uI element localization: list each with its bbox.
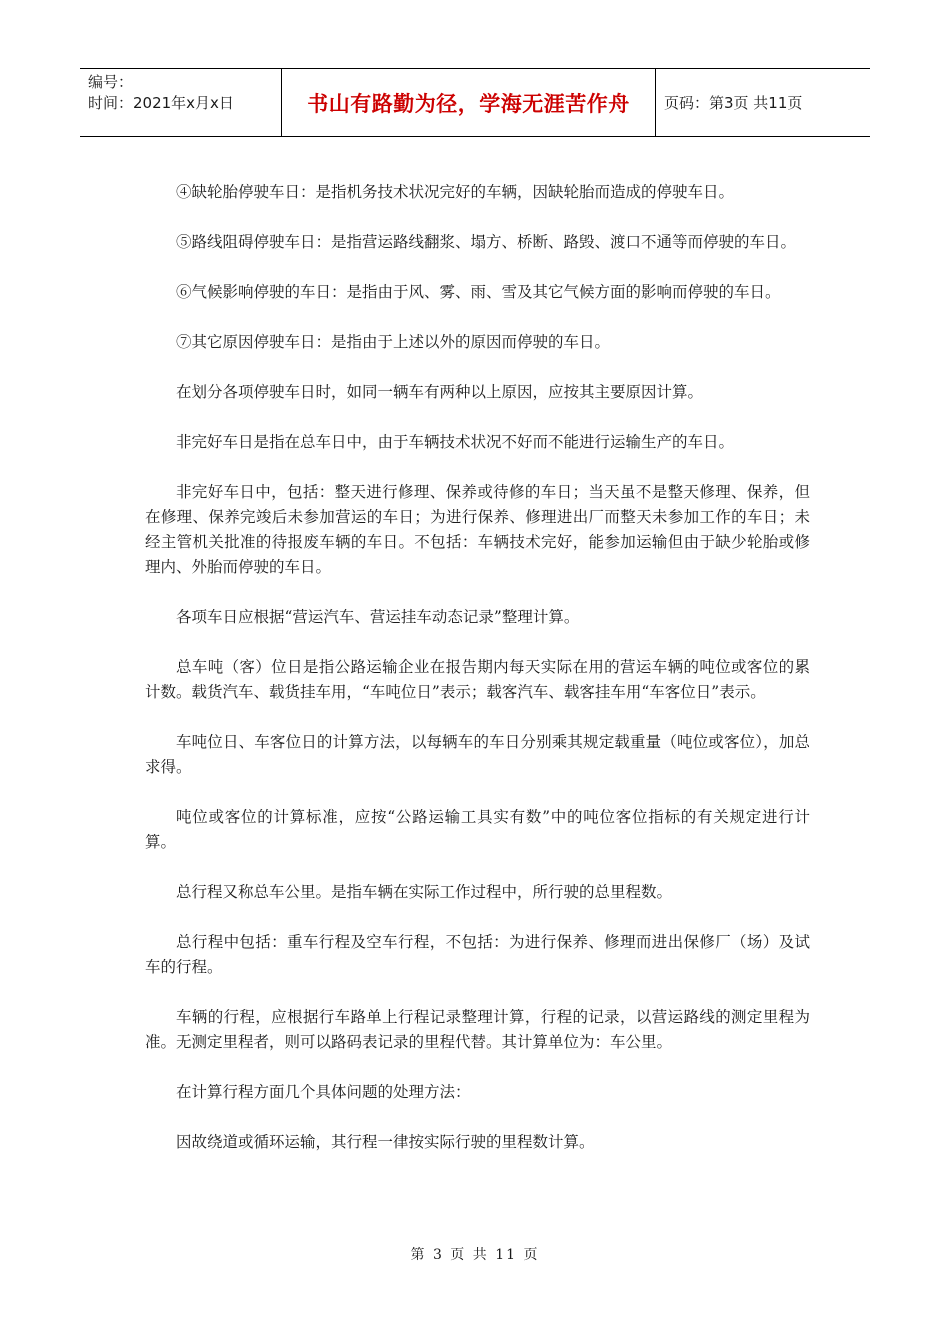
paragraph: 总车吨（客）位日是指公路运输企业在报告期内每天实际在用的营运车辆的吨位或客位的累计数。载货汽车、载货挂车用，“车吨位日”表示；载客汽车、载客挂车用“车客位日”表示。 — [145, 658, 810, 701]
paragraph: 总行程又称总车公里。是指车辆在实际工作过程中，所行驶的总里程数。 — [176, 883, 673, 901]
paragraph: ⑥气候影响停驶的车日：是指由于风、雾、雨、雪及其它气候方面的影响而停驶的车日。 — [176, 283, 781, 301]
paragraph: 在计算行程方面几个具体问题的处理方法： — [176, 1083, 471, 1101]
header-motto: 书山有路勤为径，学海无涯苦作舟 — [282, 69, 656, 136]
document-time-label: 时间：2021年x月x日 — [88, 94, 234, 112]
paragraph: 各项车日应根据“营运汽车、营运挂车动态记录”整理计算。 — [176, 608, 580, 626]
paragraph: 车吨位日、车客位日的计算方法，以每辆车的车日分别乘其规定载重量（吨位或客位），加总求得。 — [145, 733, 810, 776]
paragraph: 在划分各项停驶车日时，如同一辆车有两种以上原因，应按其主要原因计算。 — [176, 383, 704, 401]
paragraph: 吨位或客位的计算标准，应按“公路运输工具实有数”中的吨位客位指标的有关规定进行计算。 — [145, 808, 810, 851]
paragraph: ⑦其它原因停驶车日：是指由于上述以外的原因而停驶的车日。 — [176, 333, 611, 351]
header-meta — [80, 69, 282, 136]
page-footer: 第 3 页 共 11 页 — [410, 1247, 540, 1263]
paragraph: ④缺轮胎停驶车日：是指机务技术状况完好的车辆，因缺轮胎而造成的停驶车日。 — [176, 183, 735, 201]
paragraph: 车辆的行程，应根据行车路单上行程记录整理计算，行程的记录，以营运路线的测定里程为准。无测定里程者，则可以路码表记录的里程代替。其计算单位为：车公里。 — [145, 1008, 810, 1051]
paragraph: 总行程中包括：重车行程及空车行程，不包括：为进行保养、修理而进出保修厂（场）及试车的行程。 — [145, 933, 810, 976]
paragraph: 非完好车日是指在总车日中，由于车辆技术状况不好而不能进行运输生产的车日。 — [176, 433, 735, 451]
header-page-info: 页码：第3页 共11页 — [664, 94, 803, 112]
paragraph: 因故绕道或循环运输，其行程一律按实际行驶的里程数计算。 — [176, 1133, 595, 1151]
document-number-label: 编号： — [88, 73, 134, 91]
paragraph: ⑤路线阻碍停驶车日：是指营运路线翻浆、塌方、桥断、路毁、渡口不通等而停驶的车日。 — [176, 233, 797, 251]
document-body — [145, 180, 810, 1180]
document-header — [80, 68, 870, 137]
paragraph: 非完好车日中，包括：整天进行修理、保养或待修的车日；当天虽不是整天修理、保养，但在修理、保养完竣后未参加营运的车日；为进行保养、修理进出厂而整天未参加工作的车日；未经主管机关批准的待报废车辆的车日。不包括：车辆技术完好，能参加运输但由于缺少轮胎或修理内、外胎而停驶的车日。 — [145, 483, 810, 576]
